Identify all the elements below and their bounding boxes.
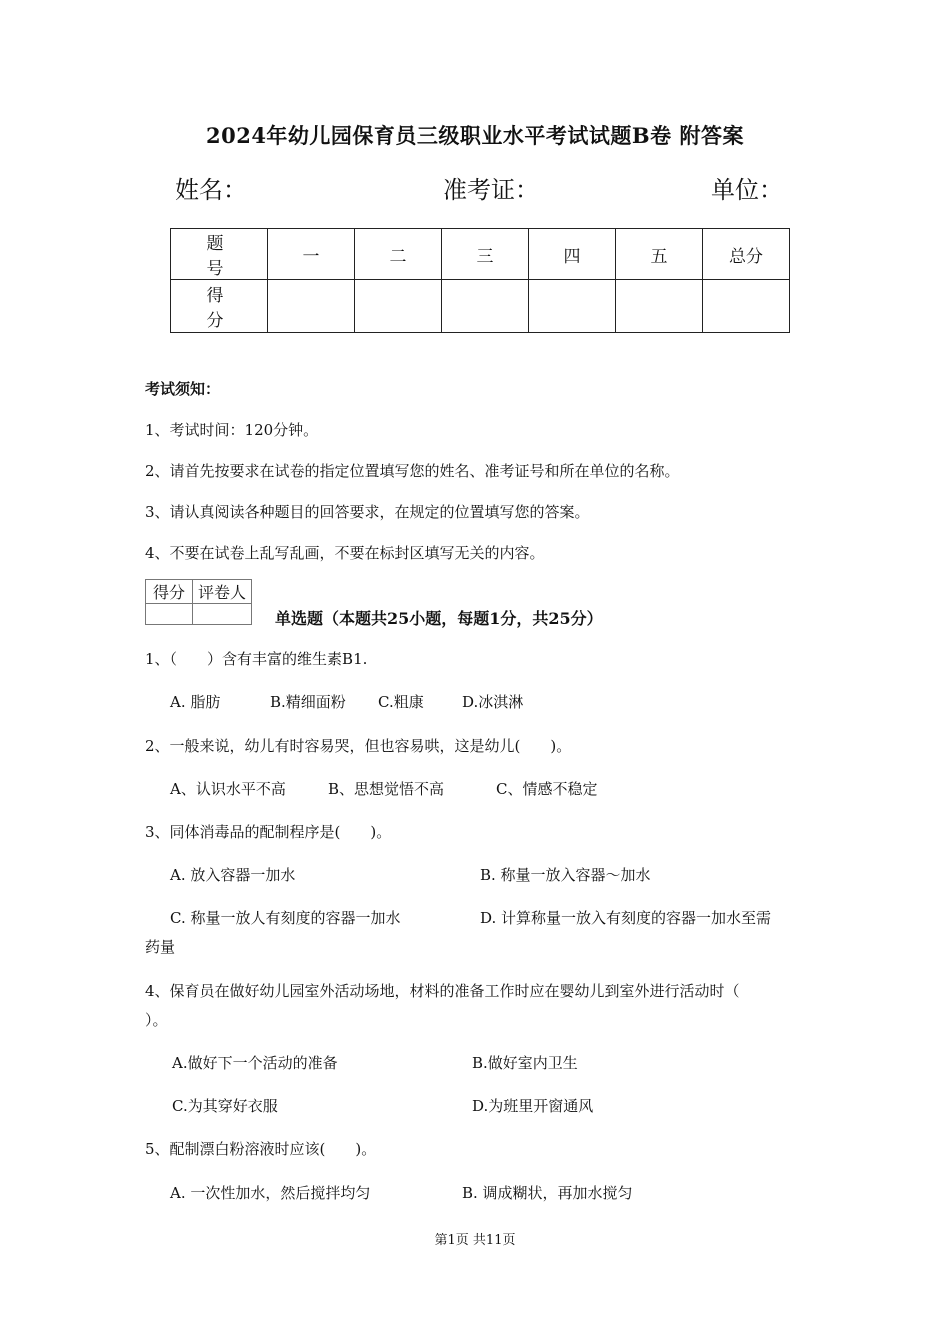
grader-box [145, 579, 252, 625]
q1-option-c[interactable]: C.粗康 [378, 693, 424, 711]
q4-option-b[interactable]: B.做好室内卫生 [472, 1054, 578, 1072]
q3-option-d-wrap: 药量 [145, 938, 176, 956]
grader-reviewer-cell[interactable] [193, 604, 252, 625]
q3-option-b[interactable]: B. 称量一放入容器～加水 [480, 866, 651, 884]
q5-option-a[interactable]: A. 一次性加水，然后搅拌均匀 [170, 1184, 371, 1202]
q1-option-b[interactable]: B.精细面粉 [270, 693, 346, 711]
q2-option-b[interactable]: B、思想觉悟不高 [328, 780, 445, 798]
page-footer: 第1页 共11页 [434, 1233, 516, 1248]
score-table-col-5: 五 [616, 229, 703, 280]
q3-option-a[interactable]: A. 放入容器一加水 [170, 866, 296, 884]
q3-option-c[interactable]: C. 称量一放人有刻度的容器一加水 [170, 909, 401, 927]
score-table-col-1: 一 [268, 229, 355, 280]
score-table [170, 228, 790, 333]
score-table-score-row [171, 280, 790, 333]
question-stem-5: 5、配制漂白粉溶液时应该( )。 [145, 1140, 377, 1158]
q1-option-d[interactable]: D.冰淇淋 [462, 693, 524, 711]
note-item: 3、请认真阅读各种题目的回答要求，在规定的位置填写您的答案。 [145, 503, 590, 521]
q4-option-c[interactable]: C.为其穿好衣服 [172, 1097, 278, 1115]
q3-option-d[interactable]: D. 计算称量一放入有刻度的容器一加水至需 [480, 909, 772, 927]
q4-option-d[interactable]: D.为班里开窗通风 [472, 1097, 594, 1115]
question-stem-1: 1、（ ）含有丰富的维生素B1. [145, 650, 368, 668]
score-table-row-label: 得 分 [171, 280, 268, 333]
exam-id-field-label: 准考证： [443, 176, 539, 204]
score-table-col-total: 总分 [703, 229, 790, 280]
grader-reviewer-label: 评卷人 [193, 580, 252, 604]
score-cell-5[interactable] [616, 280, 703, 333]
note-item: 4、不要在试卷上乱写乱画，不要在标封区填写无关的内容。 [145, 544, 545, 562]
grader-score-label: 得分 [146, 580, 193, 604]
score-table-header-label: 题 号 [171, 229, 268, 280]
q5-option-b[interactable]: B. 调成糊状，再加水搅匀 [462, 1184, 633, 1202]
q2-option-a[interactable]: A、认识水平不高 [170, 780, 286, 798]
score-cell-2[interactable] [355, 280, 442, 333]
section-title: 单选题（本题共25小题，每题1分，共25分） [275, 609, 603, 628]
document-title: 2024年幼儿园保育员三级职业水平考试试题B卷 附答案 [205, 123, 744, 148]
name-field-label: 姓名： [175, 176, 247, 204]
q2-option-c[interactable]: C、情感不稳定 [496, 780, 598, 798]
score-cell-1[interactable] [268, 280, 355, 333]
score-cell-total[interactable] [703, 280, 790, 333]
q4-option-a[interactable]: A.做好下一个活动的准备 [172, 1054, 338, 1072]
question-stem-2: 2、一般来说，幼儿有时容易哭，但也容易哄，这是幼儿( )。 [145, 737, 572, 755]
question-stem-4-wrap: ）。 [145, 1011, 168, 1029]
q1-option-a[interactable]: A. 脂肪 [170, 693, 221, 711]
score-table-col-4: 四 [529, 229, 616, 280]
score-table-col-3: 三 [442, 229, 529, 280]
unit-field-label: 单位： [711, 176, 783, 204]
score-cell-4[interactable] [529, 280, 616, 333]
note-item: 1、考试时间：120分钟。 [145, 421, 319, 439]
notes-heading: 考试须知： [145, 380, 221, 398]
question-stem-3: 3、同体消毒品的配制程序是( )。 [145, 823, 392, 841]
grader-score-cell[interactable] [146, 604, 193, 625]
question-stem-4: 4、保育员在做好幼儿园室外活动场地，材料的准备工作时应在婴幼儿到室外进行活动时（ [145, 982, 740, 1000]
score-table-header-row [171, 229, 790, 280]
score-cell-3[interactable] [442, 280, 529, 333]
note-item: 2、请首先按要求在试卷的指定位置填写您的姓名、准考证号和所在单位的名称。 [145, 462, 680, 480]
score-table-col-2: 二 [355, 229, 442, 280]
